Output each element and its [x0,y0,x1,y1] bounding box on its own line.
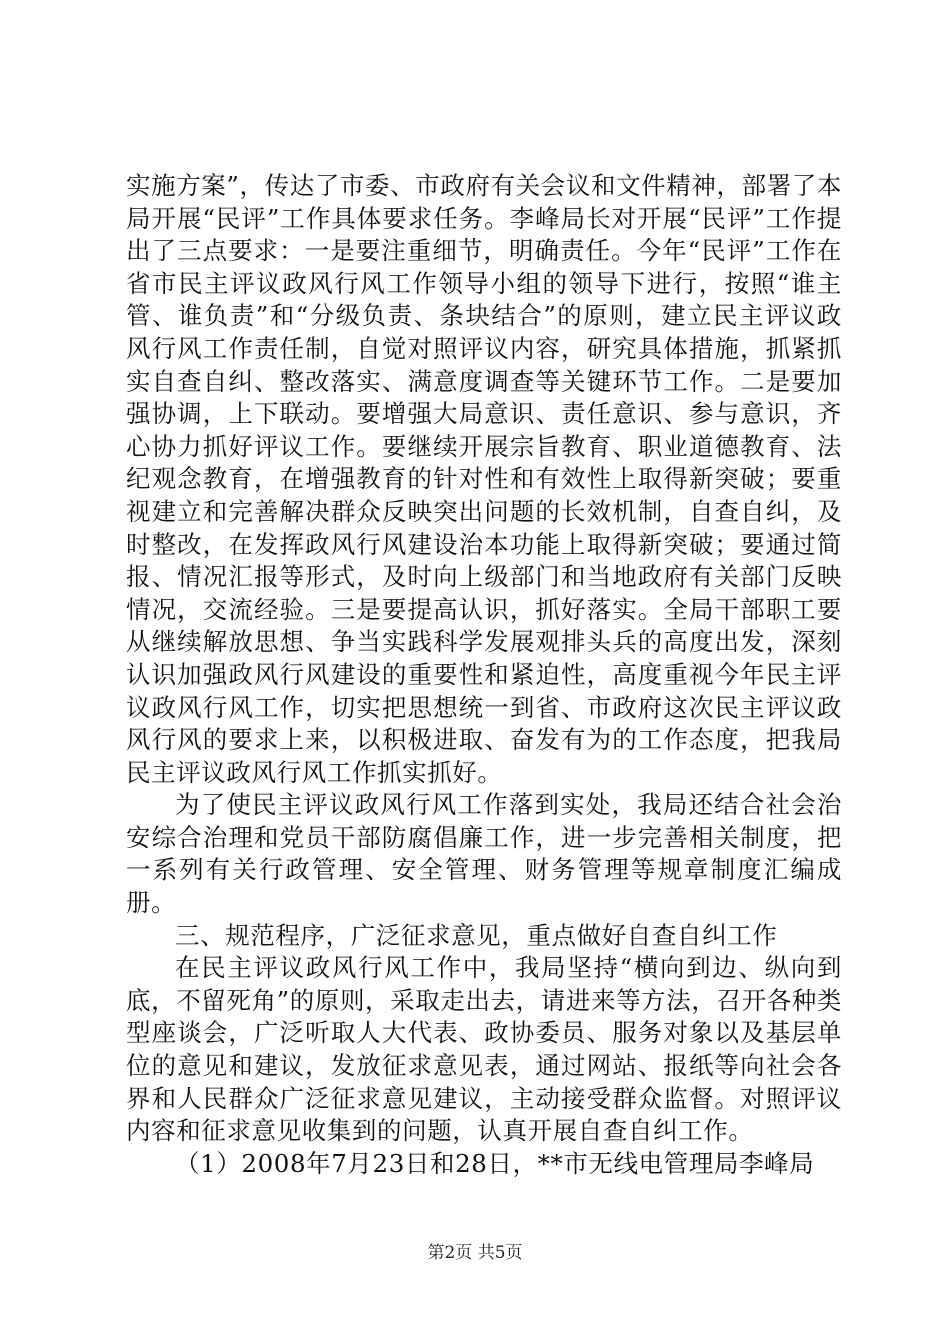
document-body [126,170,842,1180]
page-footer: 第2页 共5页 [427,1243,523,1263]
section-heading: 三、规范程序，广泛征求意见，重点做好自查自纠工作 [175,920,778,950]
paragraph-list-item-1: （1）2008年7月23日和28日，**市无线电管理局李峰局 [175,1148,815,1178]
paragraph-continuation: 实施方案”，传达了市委、市政府有关会议和文件精神，部署了本局开展“民评”工作具体要求任务。李峰局长对开展“民评”工作提出了三点要求：一是要注重细节，明确责任。今年“民评”工作在省市民主评议政风行风工作领导小组的领导下进行，按照“谁主管、谁负责”和“分级负责、条块结合”的原则，建立民主评议政风行风工作责任制，自觉对照评议内容，研究具体措施，抓紧抓实自查自纠、整改落实、满意度调查等关键环节工作。二是要加强协调，上下联动。要增强大局意识、责任意识、参与意识，齐心协力抓好评议工作。要继续开展宗旨教育、职业道德教育、法纪观念教育，在增强教育的针对性和有效性上取得新突破；要重视建立和完善解决群众反映突出问题的长效机制，自查自纠，及时整改，在发挥政风行风建设治本功能上取得新突破；要通过简报、情况汇报等形式，及时向上级部门和当地政府有关部门反映情况，交流经验。三是要提高认识，抓好落实。全局干部职工要从继续解放思想、争当实践科学发展观排头兵的高度出发，深刻认识加强政风行风建设的重要性和紧迫性，高度重视今年民主评议政风行风工作，切实把思想统一到省、市政府这次民主评议政风行风的要求上来，以积极进取、奋发有为的工作态度，把我局民主评议政风行风工作抓实抓好。 [126,171,842,787]
paragraph-institutional-measures: 为了使民主评议政风行风工作落到实处，我局还结合社会治安综合治理和党员干部防腐倡廉工作，进一步完善相关制度，把一系列有关行政管理、安全管理、财务管理等规章制度汇编成册。 [126,790,842,918]
paragraph-soliciting-opinions: 在民主评议政风行风工作中，我局坚持“横向到边、纵向到底，不留死角”的原则，采取走出去，请进来等方法，召开各种类型座谈会，广泛听取人大代表、政协委员、服务对象以及基层单位的意见和建议，发放征求意见表，通过网站、报纸等向社会各界和人民群众广泛征求意见建议，主动接受群众监督。对照评议内容和征求意见收集到的问题，认真开展自查自纠工作。 [126,953,842,1146]
